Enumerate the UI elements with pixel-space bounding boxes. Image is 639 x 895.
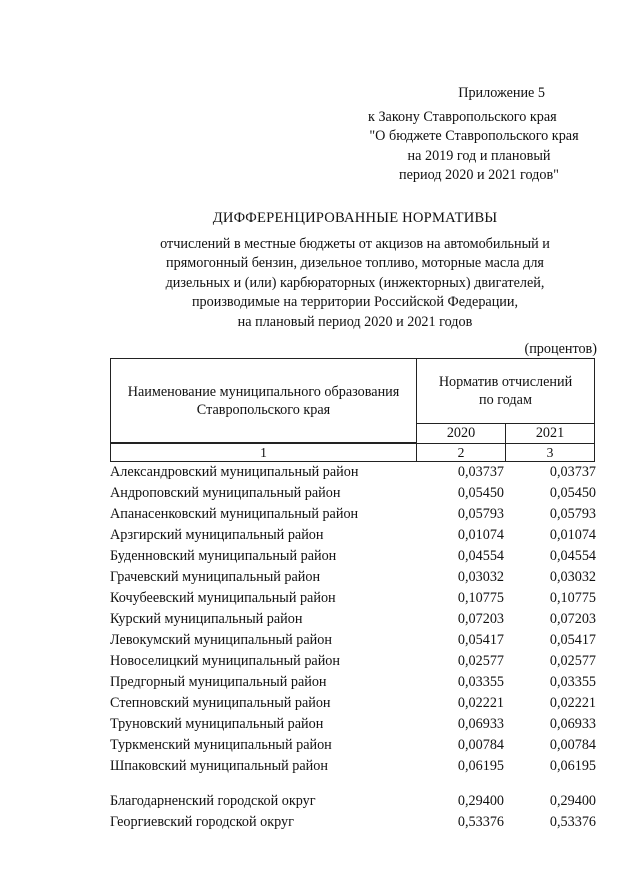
norm-2020: 0,03355: [457, 674, 504, 690]
norm-2020: 0,00784: [457, 737, 504, 753]
municipality-name: Курский муниципальный район: [110, 611, 303, 627]
table-row: [110, 735, 598, 756]
municipality-name: Буденновский муниципальный район: [110, 548, 337, 564]
norm-2021: 0,04554: [549, 548, 596, 564]
municipality-name: Предгорный муниципальный район: [110, 674, 327, 690]
municipality-name: Александровский муниципальный район: [110, 464, 359, 480]
norm-2021: 0,05450: [549, 485, 596, 501]
norm-2020: 0,03032: [457, 569, 504, 585]
municipality-name: Кочубеевский муниципальный район: [110, 590, 336, 606]
column-number-2: 2: [416, 443, 506, 462]
subtitle-line: производимые на территории Российской Федерации,: [191, 294, 519, 311]
municipality-name: Андроповский муниципальный район: [110, 485, 341, 501]
subtitle-line: дизельных и (или) карбюраторных (инжекторных) двигателей,: [165, 274, 545, 291]
norm-2021: 0,03032: [549, 569, 596, 585]
table-row: [110, 483, 598, 504]
budget-law-line-3: период 2020 и 2021 годов": [399, 167, 559, 183]
norm-2021: 0,06933: [549, 716, 596, 732]
norm-2021: 0,53376: [549, 814, 596, 830]
norm-2020: 0,05417: [457, 632, 504, 648]
appendix-header: [330, 84, 590, 186]
norm-2021: 0,07203: [549, 611, 596, 627]
municipality-name: Благодарненский городской округ: [110, 793, 316, 809]
appendix-number: Приложение 5: [458, 85, 545, 101]
norm-2020: 0,04554: [457, 548, 504, 564]
subtitle-line: отчислений в местные бюджеты от акцизов на автомобильный и: [160, 236, 550, 252]
norm-2021: 0,06195: [549, 758, 596, 774]
table-row: [110, 546, 598, 567]
norm-2020: 0,10775: [457, 590, 504, 606]
municipality-name: Грачевский муниципальный район: [110, 569, 321, 585]
table-row: [110, 714, 598, 735]
norm-2021: 0,05793: [549, 506, 596, 522]
municipality-name: Арзгирский муниципальный район: [110, 527, 324, 543]
table-row: [110, 462, 598, 483]
municipality-name: Труновский муниципальный район: [110, 716, 324, 732]
column-number-1: 1: [110, 443, 417, 462]
table-row: [110, 791, 598, 812]
document-title: ДИФФЕРЕНЦИРОВАННЫЕ НОРМАТИВЫ: [212, 210, 498, 226]
norm-2020: 0,05793: [457, 506, 504, 522]
norm-2020: 0,05450: [457, 485, 504, 501]
table-row: [110, 756, 598, 777]
column-number-3: 3: [505, 443, 595, 462]
budget-law-line-2: на 2019 год и плановый: [407, 147, 551, 164]
section-spacer: [110, 777, 598, 791]
table-row: [110, 567, 598, 588]
law-reference: к Закону Ставропольского края: [368, 108, 557, 125]
norm-2021: 0,29400: [549, 793, 596, 809]
norm-2021: 0,00784: [549, 737, 596, 753]
table-row: [110, 672, 598, 693]
table-header: [110, 358, 595, 463]
table-row: [110, 812, 598, 833]
column-header-year-2021: 2021: [505, 423, 595, 444]
norm-2020: 0,02221: [457, 695, 504, 711]
municipality-name: Туркменский муниципальный район: [110, 737, 332, 753]
norm-2021: 0,03355: [549, 674, 596, 690]
municipality-name: Степновский муниципальный район: [110, 695, 331, 711]
norm-2020: 0,53376: [457, 814, 504, 830]
table-row: [110, 504, 598, 525]
norm-2020: 0,01074: [457, 527, 504, 543]
subtitle-line: на плановый период 2020 и 2021 годов: [237, 313, 473, 330]
table-row: [110, 609, 598, 630]
column-header-norm: Норматив отчислений по годам: [416, 358, 595, 424]
document-subtitle: [100, 235, 610, 332]
norm-2020: 0,07203: [457, 611, 504, 627]
column-header-name: Наименование муниципального образования Ставропольского края: [110, 358, 417, 443]
norm-2021: 0,03737: [549, 464, 596, 480]
norm-2020: 0,06933: [457, 716, 504, 732]
municipality-name: Новоселицкий муниципальный район: [110, 653, 340, 669]
norm-2020: 0,06195: [457, 758, 504, 774]
table-row: [110, 525, 598, 546]
municipality-name: Апанасенковский муниципальный район: [110, 506, 359, 522]
norm-2020: 0,02577: [457, 653, 504, 669]
norm-2021: 0,02577: [549, 653, 596, 669]
municipality-name: Георгиевский городской округ: [110, 814, 294, 830]
municipality-name: Левокумский муниципальный район: [110, 632, 332, 648]
column-header-year-2020: 2020: [416, 423, 506, 444]
norm-2021: 0,01074: [549, 527, 596, 543]
table-row: [110, 588, 598, 609]
subtitle-line: прямогонный бензин, дизельное топливо, моторные масла для: [166, 255, 544, 272]
municipality-name: Шпаковский муниципальный район: [110, 758, 328, 774]
table-row: [110, 693, 598, 714]
table-row: [110, 630, 598, 651]
norm-2020: 0,29400: [457, 793, 504, 809]
table-row: [110, 651, 598, 672]
norm-2021: 0,10775: [549, 590, 596, 606]
norm-2020: 0,03737: [457, 464, 504, 480]
budget-law-line-1: "О бюджете Ставропольского края: [369, 128, 579, 144]
norm-2021: 0,05417: [549, 632, 596, 648]
norm-2021: 0,02221: [549, 695, 596, 711]
table-body: [110, 462, 598, 833]
units-label: (процентов): [524, 341, 597, 357]
